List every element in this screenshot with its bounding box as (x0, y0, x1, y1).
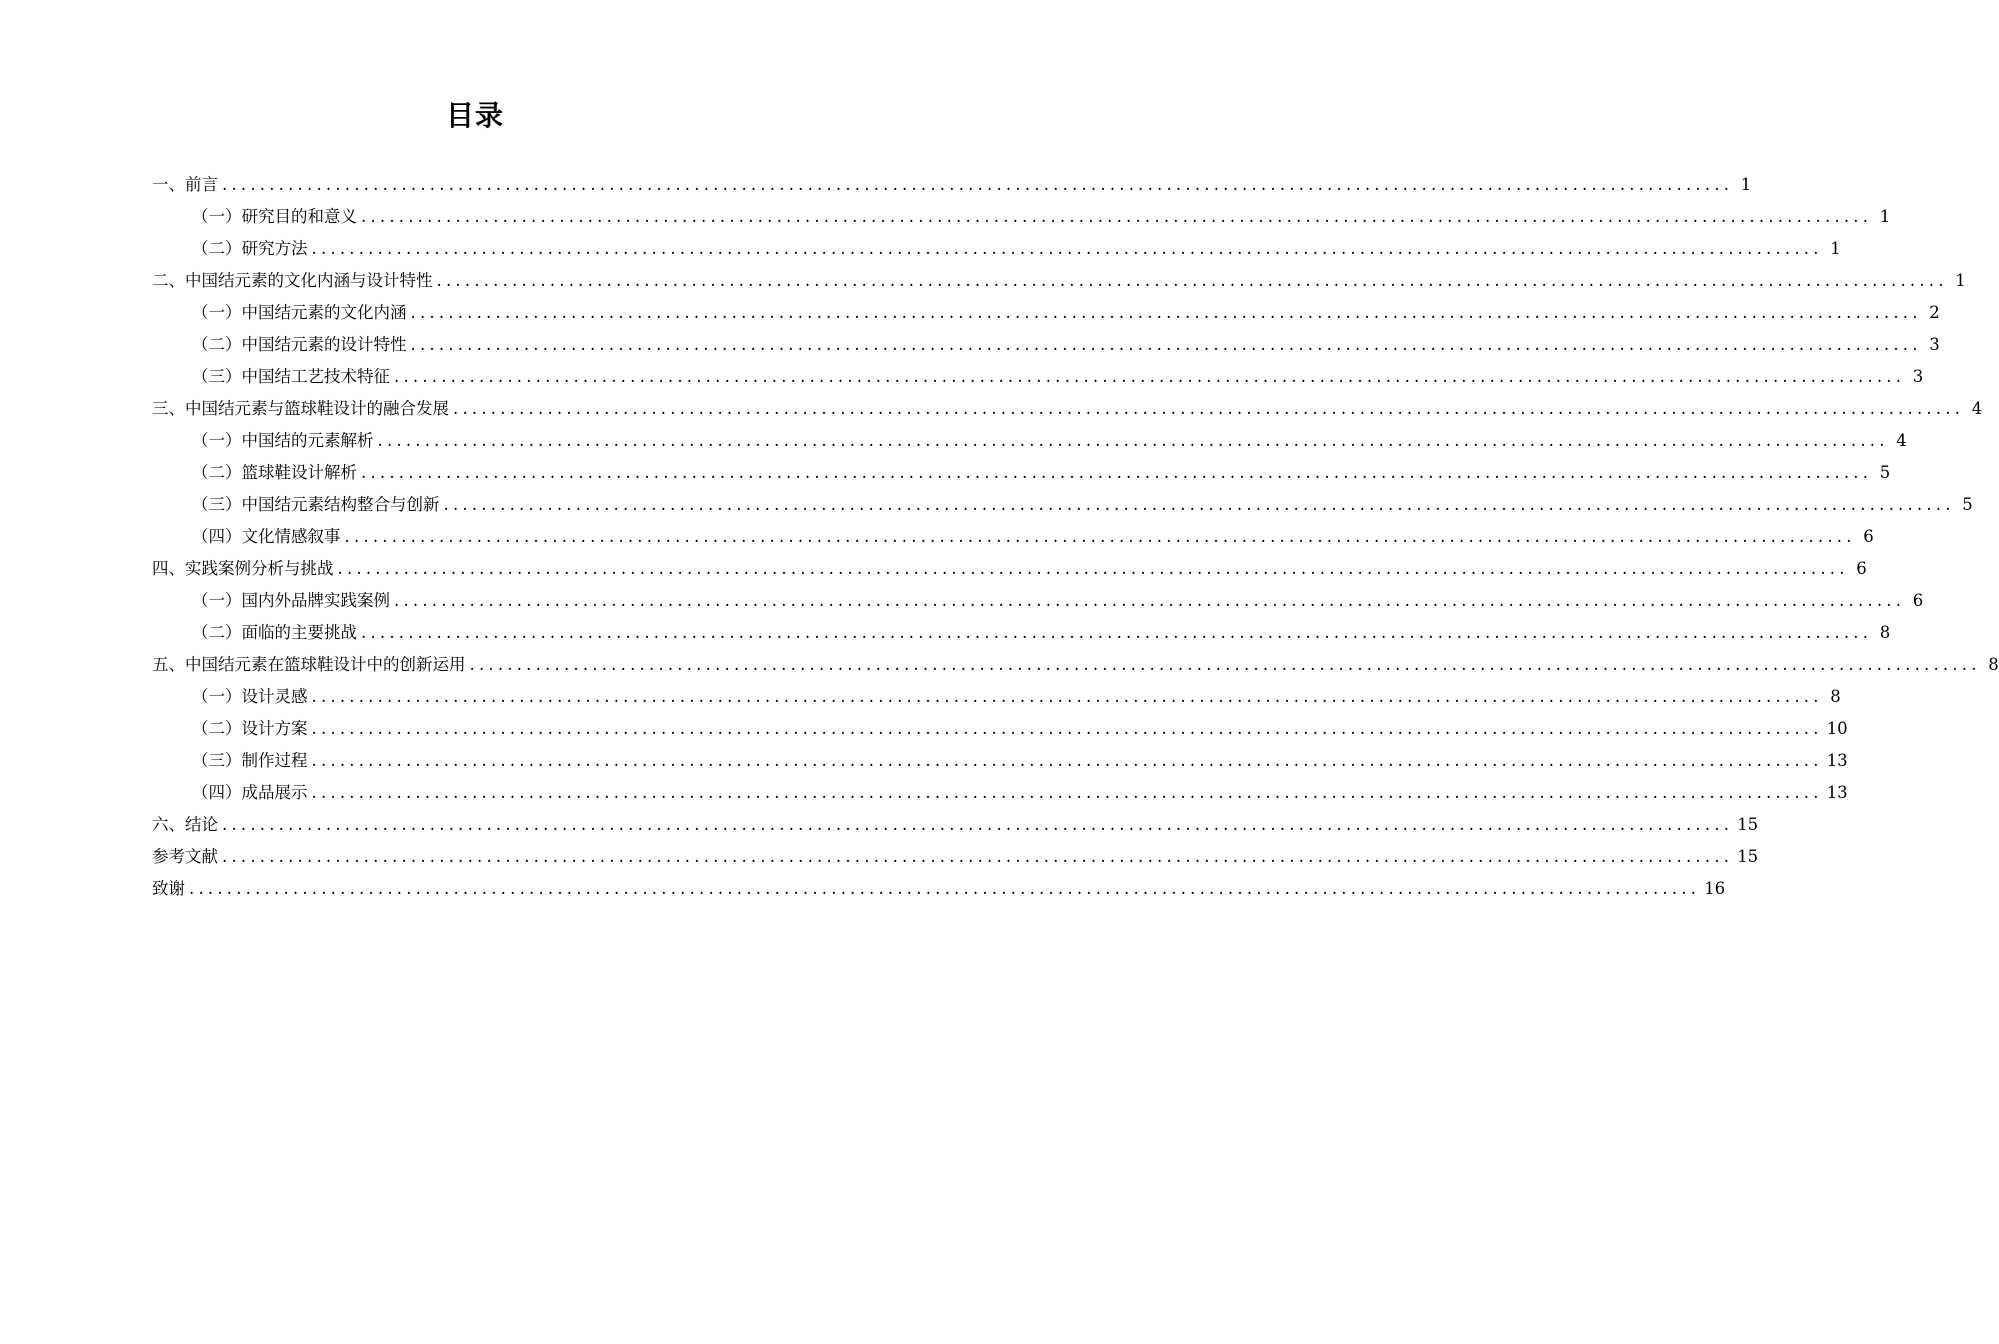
toc-leader-dots: ................................................................................................................................................................ (337, 559, 1849, 578)
toc-entry-label: 致谢 (152, 879, 185, 898)
toc-leader-dots: ................................................................................................................................................................ (410, 303, 1922, 322)
toc-entry-page-number: 13 (1826, 783, 1848, 802)
toc-entry-page-number: 13 (1826, 751, 1848, 770)
toc-entry-label: （二）中国结元素的设计特性 (192, 335, 407, 354)
toc-leader-dots: ................................................................................................................................................................ (311, 687, 1823, 706)
toc-entry-label: （四）文化情感叙事 (192, 527, 341, 546)
toc-entry[interactable] (152, 425, 1907, 457)
toc-entry[interactable] (152, 745, 1848, 777)
toc-entry-page-number: 15 (1737, 815, 1759, 834)
toc-entry-page-number: 5 (1962, 495, 1973, 514)
toc-leader-dots: ................................................................................................................................................................ (377, 431, 1889, 450)
toc-entry-label: （四）成品展示 (192, 783, 308, 802)
toc-entry-page-number: 6 (1863, 527, 1874, 546)
toc-leader-dots: ................................................................................................................................................................ (222, 175, 1734, 194)
toc-entry-label: （一）中国结的元素解析 (192, 431, 374, 450)
toc-leader-dots: ................................................................................................................................................................ (453, 399, 1965, 418)
toc-entry-page-number: 1 (1955, 271, 1966, 290)
table-of-contents (152, 169, 1999, 905)
toc-entry-page-number: 3 (1912, 367, 1924, 386)
toc-leader-dots: ................................................................................................................................................................ (361, 207, 1873, 226)
toc-entry-page-number: 5 (1879, 463, 1891, 482)
toc-entry[interactable] (152, 233, 1841, 265)
toc-leader-dots: ................................................................................................................................................................ (443, 495, 1955, 514)
toc-entry[interactable] (152, 841, 1759, 873)
toc-entry-page-number: 6 (1912, 591, 1924, 610)
toc-entry-label: （二）面临的主要挑战 (192, 623, 357, 642)
toc-entry-label: （二）研究方法 (192, 239, 308, 258)
toc-entry[interactable] (152, 393, 1983, 425)
toc-entry[interactable] (152, 809, 1759, 841)
toc-entry-label: （三）中国结工艺技术特征 (192, 367, 390, 386)
toc-leader-dots: ................................................................................................................................................................ (469, 655, 1981, 674)
toc-entry[interactable] (152, 489, 1973, 521)
toc-entry-label: 六、结论 (152, 815, 218, 834)
toc-entry[interactable] (152, 649, 1999, 681)
toc-entry-page-number: 1 (1740, 175, 1752, 194)
toc-entry-label: （一）设计灵感 (192, 687, 308, 706)
toc-entry-label: 二、中国结元素的文化内涵与设计特性 (152, 271, 433, 290)
toc-entry[interactable] (152, 585, 1924, 617)
toc-entry[interactable] (152, 553, 1867, 585)
toc-entry-label: （三）中国结元素结构整合与创新 (192, 495, 440, 514)
toc-entry-page-number: 8 (1830, 687, 1841, 706)
toc-entry-label: （一）国内外品牌实践案例 (192, 591, 390, 610)
toc-entry-page-number: 8 (1879, 623, 1891, 642)
toc-entry-page-number: 1 (1879, 207, 1891, 226)
toc-entry-label: 三、中国结元素与篮球鞋设计的融合发展 (152, 399, 449, 418)
toc-leader-dots: ................................................................................................................................................................ (344, 527, 1856, 546)
toc-entry-page-number: 6 (1856, 559, 1867, 578)
toc-leader-dots: ................................................................................................................................................................ (222, 815, 1734, 834)
toc-entry-label: （一）中国结元素的文化内涵 (192, 303, 407, 322)
toc-entry-label: 五、中国结元素在篮球鞋设计中的创新运用 (152, 655, 466, 674)
toc-entry[interactable] (152, 361, 1924, 393)
toc-leader-dots: ................................................................................................................................................................ (311, 719, 1823, 738)
toc-leader-dots: ................................................................................................................................................................ (222, 847, 1734, 866)
toc-leader-dots: ................................................................................................................................................................ (394, 591, 1906, 610)
toc-entry[interactable] (152, 297, 1940, 329)
toc-leader-dots: ................................................................................................................................................................ (189, 879, 1701, 898)
toc-entry[interactable] (152, 521, 1874, 553)
toc-leader-dots: ................................................................................................................................................................ (311, 751, 1823, 770)
toc-leader-dots: ................................................................................................................................................................ (311, 239, 1823, 258)
toc-leader-dots: ................................................................................................................................................................ (311, 783, 1823, 802)
toc-entry-page-number: 1 (1830, 239, 1841, 258)
toc-entry-page-number: 15 (1737, 847, 1759, 866)
toc-entry[interactable] (152, 777, 1848, 809)
toc-leader-dots: ................................................................................................................................................................ (361, 623, 1873, 642)
toc-entry-label: 一、前言 (152, 175, 218, 194)
toc-entry[interactable] (152, 169, 1752, 201)
toc-entry[interactable] (152, 201, 1891, 233)
toc-entry-label: （二）设计方案 (192, 719, 308, 738)
toc-entry[interactable] (152, 681, 1841, 713)
toc-entry-page-number: 10 (1826, 719, 1848, 738)
toc-entry[interactable] (152, 457, 1891, 489)
toc-entry-page-number: 3 (1929, 335, 1940, 354)
toc-entry-label: 四、实践案例分析与挑战 (152, 559, 334, 578)
toc-entry-label: （一）研究目的和意义 (192, 207, 357, 226)
toc-entry[interactable] (152, 873, 1726, 905)
toc-leader-dots: ................................................................................................................................................................ (410, 335, 1922, 354)
toc-entry-label: 参考文献 (152, 847, 218, 866)
toc-leader-dots: ................................................................................................................................................................ (436, 271, 1948, 290)
toc-entry-label: （二）篮球鞋设计解析 (192, 463, 357, 482)
toc-entry-page-number: 16 (1704, 879, 1726, 898)
toc-entry-page-number: 4 (1896, 431, 1907, 450)
toc-entry[interactable] (152, 329, 1940, 361)
page-title: 目录 (445, 99, 504, 132)
toc-entry-page-number: 4 (1971, 399, 1983, 418)
toc-entry-label: （三）制作过程 (192, 751, 308, 770)
toc-entry[interactable] (152, 713, 1848, 745)
toc-leader-dots: ................................................................................................................................................................ (394, 367, 1906, 386)
toc-entry[interactable] (152, 617, 1891, 649)
toc-leader-dots: ................................................................................................................................................................ (361, 463, 1873, 482)
toc-entry-page-number: 2 (1929, 303, 1940, 322)
toc-entry-page-number: 8 (1988, 655, 1999, 674)
toc-entry[interactable] (152, 265, 1966, 297)
